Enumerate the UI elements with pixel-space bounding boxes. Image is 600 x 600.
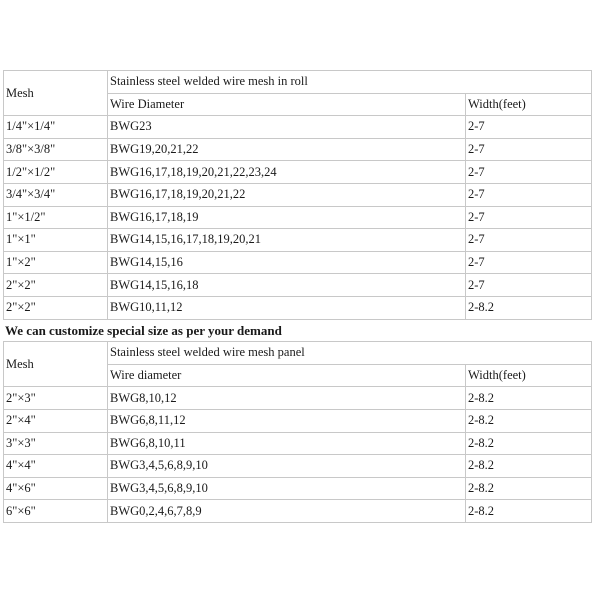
mesh-cell: 4"×4": [4, 455, 108, 478]
diameter-cell: BWG6,8,11,12: [108, 409, 466, 432]
width-cell: 2-8.2: [466, 500, 592, 523]
roll-header-row: [4, 71, 592, 94]
diameter-cell: BWG16,17,18,19: [108, 206, 466, 229]
width-cell: 2-7: [466, 251, 592, 274]
diameter-cell: BWG23: [108, 116, 466, 139]
panel-spec-table: [3, 341, 592, 523]
width-cell: 2-7: [466, 274, 592, 297]
table-row: [4, 183, 592, 206]
panel-mesh-header: Mesh: [4, 342, 108, 387]
table-row: [4, 432, 592, 455]
table-row: [4, 296, 592, 319]
width-cell: 2-7: [466, 229, 592, 252]
width-cell: 2-7: [466, 161, 592, 184]
table-row: [4, 500, 592, 523]
panel-diameter-header: Wire diameter: [108, 364, 466, 387]
mesh-cell: 1/2"×1/2": [4, 161, 108, 184]
width-cell: 2-7: [466, 138, 592, 161]
diameter-cell: BWG8,10,12: [108, 387, 466, 410]
mesh-cell: 1"×2": [4, 251, 108, 274]
table-row: [4, 138, 592, 161]
mesh-cell: 3"×3": [4, 432, 108, 455]
table-row: [4, 116, 592, 139]
table-row: [4, 274, 592, 297]
roll-table-title: Stainless steel welded wire mesh in roll: [108, 71, 592, 94]
table-row: [4, 387, 592, 410]
diameter-cell: BWG6,8,10,11: [108, 432, 466, 455]
panel-table-title: Stainless steel welded wire mesh panel: [108, 342, 592, 365]
width-cell: 2-7: [466, 116, 592, 139]
width-cell: 2-8.2: [466, 455, 592, 478]
mesh-cell: 4"×6": [4, 477, 108, 500]
diameter-cell: BWG3,4,5,6,8,9,10: [108, 477, 466, 500]
diameter-cell: BWG14,15,16,18: [108, 274, 466, 297]
mesh-cell: 3/8"×3/8": [4, 138, 108, 161]
diameter-cell: BWG14,15,16: [108, 251, 466, 274]
width-cell: 2-8.2: [466, 409, 592, 432]
table-row: [4, 455, 592, 478]
width-cell: 2-8.2: [466, 432, 592, 455]
roll-width-header: Width(feet): [466, 93, 592, 116]
table-row: [4, 161, 592, 184]
table-row: [4, 477, 592, 500]
mesh-cell: 2"×3": [4, 387, 108, 410]
diameter-cell: BWG16,17,18,19,20,21,22,23,24: [108, 161, 466, 184]
mesh-cell: 1"×1": [4, 229, 108, 252]
mesh-cell: 2"×2": [4, 296, 108, 319]
roll-spec-table: [3, 70, 592, 320]
width-cell: 2-7: [466, 206, 592, 229]
table-row: [4, 206, 592, 229]
panel-width-header: Width(feet): [466, 364, 592, 387]
width-cell: 2-7: [466, 183, 592, 206]
roll-mesh-header: Mesh: [4, 71, 108, 116]
diameter-cell: BWG16,17,18,19,20,21,22: [108, 183, 466, 206]
panel-header-row: [4, 342, 592, 365]
width-cell: 2-8.2: [466, 477, 592, 500]
mesh-cell: 3/4"×3/4": [4, 183, 108, 206]
customize-note: We can customize special size as per your demand: [5, 322, 282, 338]
diameter-cell: BWG10,11,12: [108, 296, 466, 319]
diameter-cell: BWG19,20,21,22: [108, 138, 466, 161]
mesh-cell: 1/4"×1/4": [4, 116, 108, 139]
mesh-cell: 2"×2": [4, 274, 108, 297]
table-row: [4, 251, 592, 274]
spec-document: [3, 70, 591, 523]
width-cell: 2-8.2: [466, 296, 592, 319]
width-cell: 2-8.2: [466, 387, 592, 410]
mesh-cell: 1"×1/2": [4, 206, 108, 229]
mesh-cell: 6"×6": [4, 500, 108, 523]
diameter-cell: BWG14,15,16,17,18,19,20,21: [108, 229, 466, 252]
roll-diameter-header: Wire Diameter: [108, 93, 466, 116]
table-row: [4, 229, 592, 252]
mesh-cell: 2"×4": [4, 409, 108, 432]
diameter-cell: BWG3,4,5,6,8,9,10: [108, 455, 466, 478]
table-row: [4, 409, 592, 432]
diameter-cell: BWG0,2,4,6,7,8,9: [108, 500, 466, 523]
